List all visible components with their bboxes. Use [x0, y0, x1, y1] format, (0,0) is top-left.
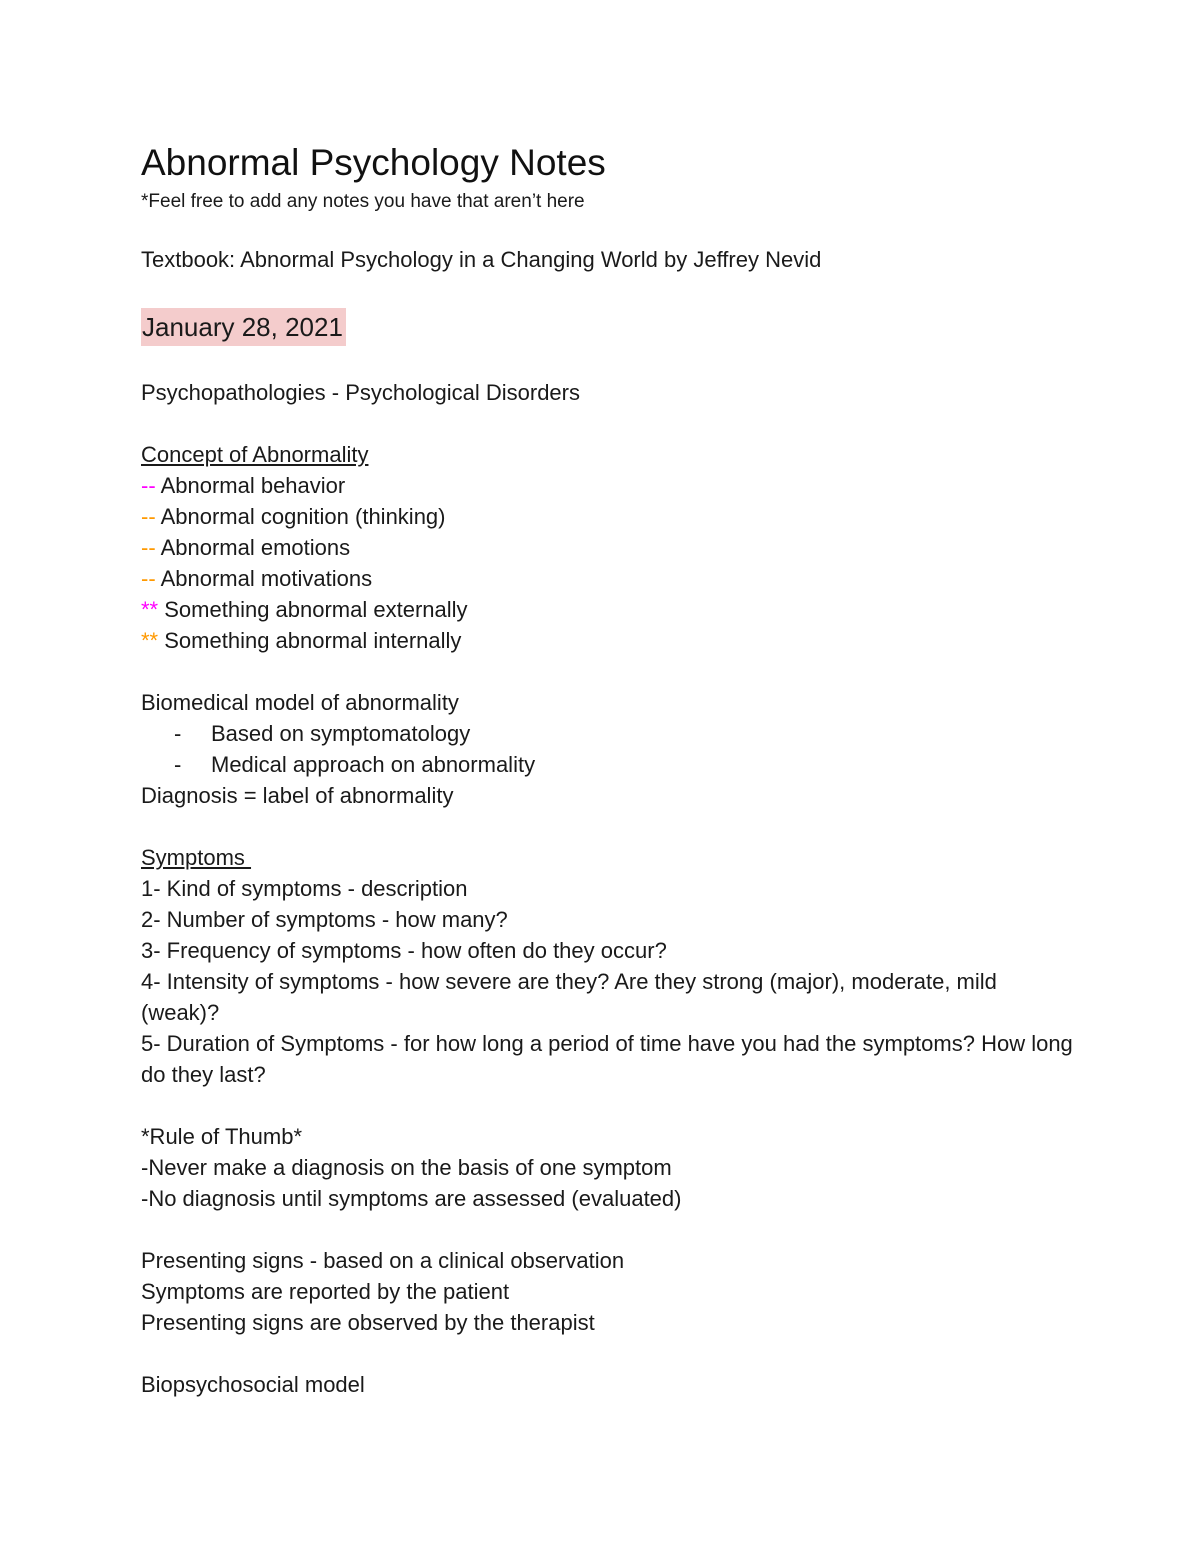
symptom-item: 1- Kind of symptoms - description: [141, 876, 468, 901]
symptom-item: 5- Duration of Symptoms - for how long a period of time have you had the symptoms? How long do they last?: [141, 1031, 1073, 1087]
signs-line: Presenting signs are observed by the therapist: [141, 1310, 595, 1335]
date-heading-wrap: [141, 308, 1081, 346]
concept-text: Something abnormal externally: [164, 597, 468, 622]
concept-item: [141, 532, 1081, 563]
symptoms-heading: Symptoms: [141, 845, 252, 870]
concept-text: Abnormal behavior: [160, 473, 346, 498]
biomedical-bullet: [141, 749, 1081, 780]
signs-line: Symptoms are reported by the patient: [141, 1279, 510, 1304]
spacer: [141, 1214, 1081, 1245]
biomedical-heading: Biomedical model of abnormality: [141, 690, 459, 715]
concept-marker: --: [141, 535, 156, 560]
concept-marker: **: [141, 628, 159, 653]
concept-marker: --: [141, 566, 156, 591]
document-page: [141, 141, 1081, 1400]
symptom-item: 2- Number of symptoms - how many?: [141, 907, 508, 932]
bullet-text: Medical approach on abnormality: [211, 752, 536, 777]
signs-line: Presenting signs - based on a clinical observation: [141, 1248, 625, 1273]
spacer: [141, 346, 1081, 377]
spacer: [141, 408, 1081, 439]
rule-item: -Never make a diagnosis on the basis of one symptom: [141, 1155, 672, 1180]
concept-item: [141, 501, 1081, 532]
spacer: [141, 1338, 1081, 1369]
symptom-item: 4- Intensity of symptoms - how severe are they? Are they strong (major), moderate, mild (weak)?: [141, 969, 997, 1025]
diagnosis-line: Diagnosis = label of abnormality: [141, 783, 454, 808]
document-title: Abnormal Psychology Notes: [141, 142, 606, 183]
spacer: [141, 656, 1081, 687]
biomedical-bullet: [141, 718, 1081, 749]
bullet-dash: -: [174, 752, 182, 777]
date-heading: January 28, 2021: [141, 308, 346, 346]
concept-text: Abnormal motivations: [160, 566, 373, 591]
concept-marker: --: [141, 504, 156, 529]
rule-heading: *Rule of Thumb*: [141, 1124, 303, 1149]
concept-list: [141, 470, 1081, 656]
spacer: [141, 275, 1081, 302]
spacer: [141, 811, 1081, 842]
concept-text: Something abnormal internally: [164, 628, 462, 653]
concept-marker: --: [141, 473, 156, 498]
concept-marker: **: [141, 597, 159, 622]
concept-item: [141, 625, 1081, 656]
rule-item: -No diagnosis until symptoms are assessed (evaluated): [141, 1186, 682, 1211]
concept-text: Abnormal cognition (thinking): [160, 504, 446, 529]
concept-item: [141, 563, 1081, 594]
biopsychosocial-line: Biopsychosocial model: [141, 1372, 365, 1397]
spacer: [141, 1090, 1081, 1121]
concept-item: [141, 594, 1081, 625]
spacer: [141, 217, 1081, 244]
textbook-line: Textbook: Abnormal Psychology in a Changing World by Jeffrey Nevid: [141, 247, 822, 272]
document-note: *Feel free to add any notes you have that aren’t here: [141, 191, 585, 212]
concept-text: Abnormal emotions: [160, 535, 351, 560]
bullet-dash: -: [174, 721, 182, 746]
concept-item: [141, 470, 1081, 501]
bullet-text: Based on symptomatology: [211, 721, 471, 746]
symptom-item: 3- Frequency of symptoms - how often do they occur?: [141, 938, 667, 963]
concept-heading: Concept of Abnormality: [141, 442, 369, 467]
intro-line: Psychopathologies - Psychological Disorders: [141, 380, 580, 405]
